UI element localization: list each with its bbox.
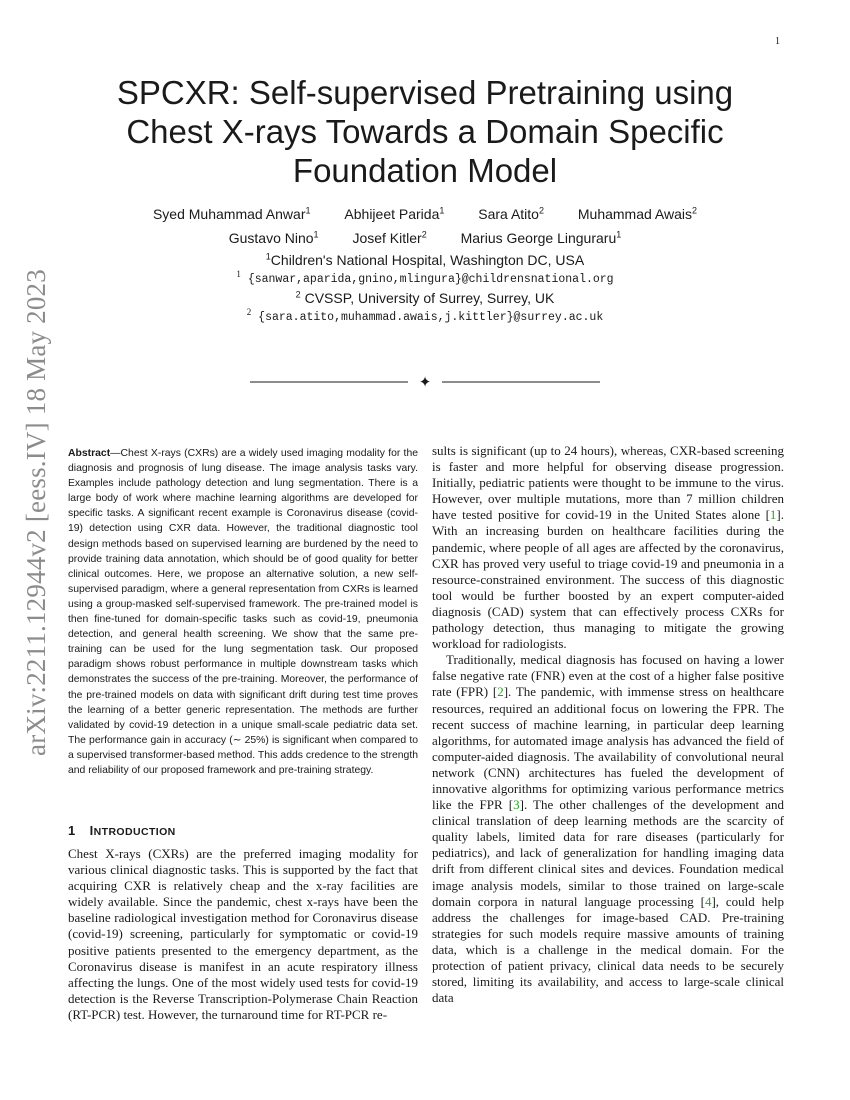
page-number: 1 <box>775 36 780 47</box>
section-heading-introduction: 1 INTRODUCTION <box>68 823 176 838</box>
affiliation-1: $^1$Children's National Hospital, Washington DC, USA <box>265 251 585 268</box>
author: Sara Atito$^2$ <box>478 205 544 222</box>
author: Syed Muhammad Anwar$^1$ <box>152 205 311 222</box>
affiliation-2: $^2$ CVSSP, University of Surrey, Surrey, UK <box>295 289 555 306</box>
abstract-text: —Chest X-rays (CXRs) are a widely used imaging modality for the diagnosis and prognosis of lung disease. The image analysis tasks vary. Examples include pathology detection and lung segmentation. There is a large body of work where machine learning algorithms are developed for specific tasks. A significant recent example is Coronavirus disease (covid-19) detection using CXR data. However, the traditional diagnostic tool design methods based on supervised learning are burdened by the need to provide training data annotation, which should be of good quality for better clinical outcomes. Here, we propose an alternative solution, a new self-supervised paradigm, where a general representation from CXRs is learned using a group-masked self-supervised framework. The pre-trained model is then fine-tuned for domain-specific tasks such as covid-19, pneumonia detection, and general health screening. We show that the same pre-training can be used for the lung segmentation task. Our proposed paradigm shows robust performance in multiple downstream tasks which demonstrates the success of the pre-training. Moreover, the performance of the pre-trained models on data with significant drift during test time proves the learning of a better generic representation. The methods are further validated by covid-19 detection in a unique small-scale pediatric data set. The performance gain in accuracy (∼ 25%) is significant when compared to a supervised transformer-based method. This adds credence to the strength and reliability of our proposed framework and pre-training strategy. <box>68 448 418 776</box>
citation-link[interactable]: 4 <box>704 893 712 909</box>
right-column <box>432 443 784 1006</box>
paper-title: SPCXR: Self-supervised Pretraining using Chest X-rays Towards a Domain Specific Foundation Model <box>116 74 734 189</box>
abstract-label: Abstract <box>68 448 111 459</box>
divider-ornament-icon: ✦ <box>418 373 432 391</box>
introduction-paragraph-left: Chest X-rays (CXRs) are the preferred imaging modality for various clinical diagnostic tasks. This is supported by the fact that acquiring CXR is relatively cheap and the x-ray facilities are widely available. Since the pandemic, chest x-rays have been the baseline radiological investigation method for Coronavirus disease (covid-19) screening, particularly for symptomatic or covid-19 positive patients presented to the emergency department, as the Coronavirus disease is manifest in an acute respiratory illness affecting the lungs. One of the most widely used tests for covid-19 detection is the Reverse Transcription-Polymerase Chain Reaction (RT-PCR) test. However, the turnaround time for RT-PCR re- <box>68 846 418 1022</box>
title-divider <box>250 372 600 392</box>
arxiv-stamp-text: arXiv:2211.12944v2 [eess.IV] 18 May 2023 <box>20 268 51 756</box>
arxiv-identifier-stamp[interactable] <box>22 262 50 762</box>
author: Gustavo Nino$^1$ <box>228 229 319 246</box>
citation-link[interactable]: 3 <box>513 797 520 813</box>
authors-row-2 <box>100 230 750 246</box>
introduction-paragraph-2: Traditionally, medical diagnosis has focused on having a lower false negative rate (FNR) even at the cost of a higher false positive rate (FPR) [2]. The pandemic, with immense stress on healthcare resources, required an additional focus on lowering the FPR. The recent success of machine learning, in particular deep learning algorithms, for automated image analysis has advanced the field of computer-aided diagnosis. The availability of convolutional neural network (CNN) architectures has fueled the development of innovative algorithms for optimizing various performance metrics like the FPR [3]. The other challenges of the development and clinical translation of deep learning methods are the scarcity of quality labels, limited data for rare diseases (particularly for pediatrics), and lack of generalization for handling imaging data drift from different clinical sites and devices. Foundation medical image analysis models, similar to those trained on large-scale domain corpora in natural language processing [4], could help address the challenges for image-based CAD. Pre-training strategies for such models require massive amounts of training data, which is a challenge in the medical domain. For the protection of patient privacy, clinical data needs to be securely stored, limiting its availability, and access to large-scale clinical data <box>432 652 785 1006</box>
email-line-1: $^1$ {sanwar,aparida,gnino,mlingura}@childrensnational.org <box>236 269 614 286</box>
author: Muhammad Awais$^2$ <box>577 205 698 222</box>
introduction-paragraph-continued: sults is significant (up to 24 hours), whereas, CXR-based screening is faster and more helpful for observing disease progression. Initially, pediatric patients were thought to be immune to the virus. However, over multiple mutations, more than 7 million children have tested positive for covid-19 in the United States alone [1]. With an increasing burden on healthcare facilities during the pandemic, where people of all ages are affected by the coronavirus, CXR has proved very useful to triage covid-19 and pneumonia in a resource-constrained environment. The success of this diagnostic tool would be further boosted by an expert computer-aided diagnosis (CAD) system that can effectively process CXRs for pathology detection, thus managing to mitigate the growing workload for radiologists. <box>432 443 784 652</box>
abstract <box>68 446 418 778</box>
citation-link[interactable]: 2 <box>497 684 504 700</box>
email-line-2: $^2$ {sara.atito,muhammad.awais,j.kittler}@surrey.ac.uk <box>246 307 604 324</box>
authors-row-1 <box>100 206 750 222</box>
author: Marius George Linguraru$^1$ <box>460 229 622 246</box>
author: Abhijeet Parida$^1$ <box>344 205 445 222</box>
citation-link[interactable]: 1 <box>769 507 777 523</box>
author: Josef Kitler$^2$ <box>352 229 427 246</box>
